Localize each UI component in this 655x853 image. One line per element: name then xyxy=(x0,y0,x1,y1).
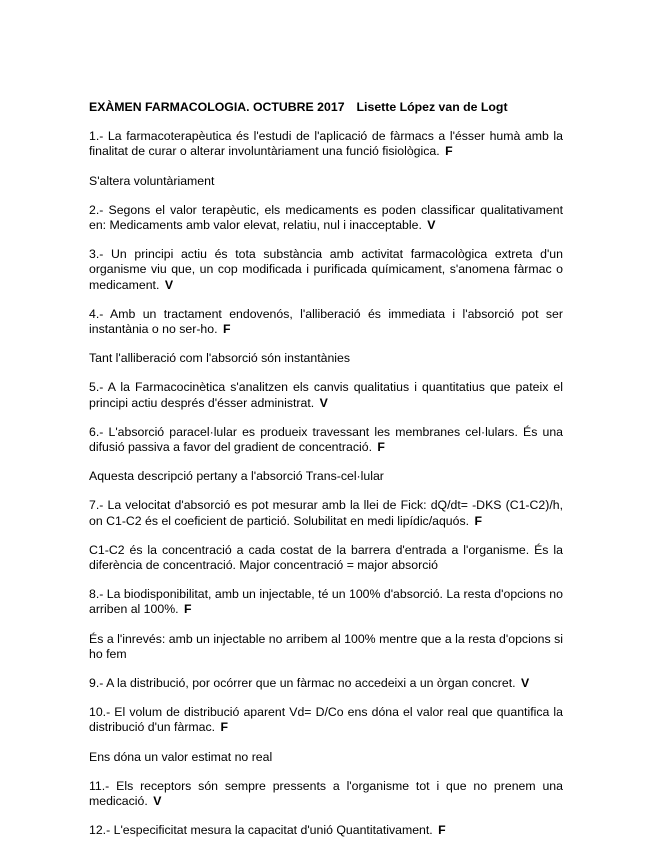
question-6 xyxy=(89,425,563,455)
question-text: 5.- A la Farmacocinètica s'analitzen els canvis qualitatius i quantitatius que pateix el principi actiu després d'ésser administrat. xyxy=(89,380,563,410)
question-text: 6.- L'absorció paracel·lular es produeix travessant les membranes cel·lulars. És una difusió passiva a favor del gradient de concentració. xyxy=(89,424,563,455)
answer-mark: F xyxy=(222,322,231,337)
answer-mark: V xyxy=(164,277,174,292)
question-1 xyxy=(89,129,563,159)
question-3 xyxy=(89,247,563,293)
question-text: 9.- A la distribució, por ocórrer que un fàrmac no accedeixi a un òrgan concret. xyxy=(89,676,516,691)
answer-mark: V xyxy=(319,395,328,410)
question-10 xyxy=(89,705,563,735)
answer-mark: F xyxy=(377,440,385,455)
question-text: 8.- La biodisponibilitat, amb un injectable, té un 100% d'absorció. La resta d'opcions no arriben al 100%. xyxy=(89,587,563,617)
correction-1 xyxy=(89,174,563,189)
correction-text: És a l'inrevés: amb un injectable no arribem al 100% mentre que a la resta d'opcions si ho fem xyxy=(89,631,563,661)
exam-title: EXÀMEN FARMACOLOGIA. OCTUBRE 2017 xyxy=(89,100,345,114)
answer-mark: V xyxy=(427,218,436,233)
correction-text: Aquesta descripció pertany a l'absorció Trans-cel·lular xyxy=(89,469,384,484)
question-11 xyxy=(89,779,563,809)
correction-8 xyxy=(89,632,563,662)
correction-text: S'altera voluntàriament xyxy=(89,173,215,188)
question-text: 1.- La farmacoterapèutica és l'estudi de l'aplicació de fàrmacs a l'ésser humà amb la finalitat de curar o alterar involuntàriament una funció fisiològica. xyxy=(89,129,563,159)
answer-mark: F xyxy=(438,823,446,838)
correction-10 xyxy=(89,750,563,765)
correction-7 xyxy=(89,543,563,573)
correction-6 xyxy=(89,469,563,484)
question-8 xyxy=(89,587,563,617)
answer-mark: F xyxy=(220,720,228,735)
correction-text: C1-C2 és la concentració a cada costat de la barrera d'entrada a l'organisme. És la diferència de concentració. Major concentració = major absorció xyxy=(89,542,563,573)
document-title xyxy=(89,100,563,115)
answer-mark: F xyxy=(183,602,192,617)
document-page xyxy=(89,100,563,853)
question-text: 3.- Un principi actiu és tota substància amb activitat farmacològica extreta d'un organisme viu que, un cop modificada i purificada químicament, s'anomena fàrmac o medicament. xyxy=(89,247,563,292)
question-4 xyxy=(89,307,563,337)
question-text: 10.- El volum de distribució aparent Vd= D/Co ens dóna el valor real que quantifica la distribució d'un fàrmac. xyxy=(89,705,563,735)
question-text: 2.- Segons el valor terapèutic, els medicaments es poden classificar qualitativament en: Medicaments amb valor elevat, relatiu, nul i inacceptable. xyxy=(89,202,563,233)
question-text: 7.- La velocitat d'absorció es pot mesurar amb la llei de Fick: dQ/dt= -DKS (C1-C2)/h, on C1-C2 és el coeficient de partició. Solubilitat en medi lipídic/aquós. xyxy=(89,498,563,528)
question-text: 4.- Amb un tractament endovenós, l'alliberació és immediata i l'absorció pot ser instantània o no ser-ho. xyxy=(89,306,563,337)
question-text: 11.- Els receptors són sempre pressents a l'organisme tot i que no prenem una medicació. xyxy=(89,778,563,809)
correction-text: Tant l'alliberació com l'absorció són instantànies xyxy=(89,351,351,366)
question-12 xyxy=(89,823,563,838)
question-text: 12.- L'especificitat mesura la capacitat d'unió Quantitativament. xyxy=(89,823,433,838)
question-5 xyxy=(89,380,563,410)
answer-mark: V xyxy=(520,676,530,691)
question-7 xyxy=(89,498,563,528)
correction-4 xyxy=(89,351,563,366)
question-2 xyxy=(89,203,563,233)
answer-mark: F xyxy=(474,513,482,528)
correction-text: Ens dóna un valor estimat no real xyxy=(89,749,273,764)
answer-mark: V xyxy=(153,794,162,809)
answer-mark: F xyxy=(445,144,453,159)
question-9 xyxy=(89,676,563,691)
author-name: Lisette López van de Logt xyxy=(356,100,508,114)
